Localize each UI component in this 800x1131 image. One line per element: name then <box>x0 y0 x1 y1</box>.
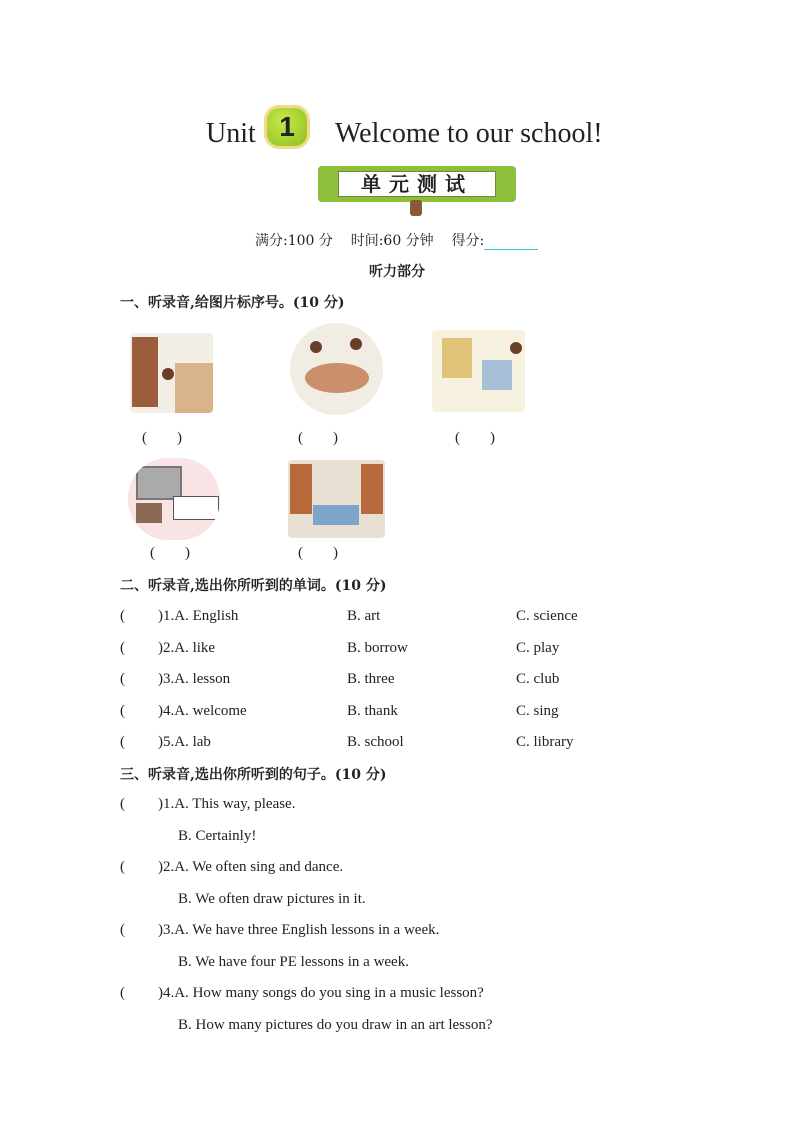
answer-blank[interactable]: ( <box>120 922 125 938</box>
score-field[interactable] <box>484 231 538 250</box>
option-b: B. thank <box>347 702 398 719</box>
full-score: 满分:100 分 <box>255 233 333 249</box>
part2-heading: 二、听录音,选出你所听到的单词。(10 分) <box>120 578 387 594</box>
answer-blank[interactable]: ( <box>120 734 125 750</box>
reading-room-picture <box>288 460 385 538</box>
unit-title: Welcome to our school! <box>335 118 603 149</box>
option-a: )4.A. welcome <box>158 702 247 719</box>
library-picture <box>130 333 213 413</box>
option-a: )4.A. How many songs do you sing in a music lesson? <box>158 985 484 1001</box>
picture3-answer[interactable]: ( ) <box>455 430 495 446</box>
unit-number-badge: 1 <box>267 108 307 146</box>
option-a: )1.A. This way, please. <box>158 796 296 812</box>
listening-section-title: 听力部分 <box>369 264 425 280</box>
option-b: B. borrow <box>347 639 408 656</box>
option-c: C. library <box>516 734 574 750</box>
painting-picture <box>432 330 525 412</box>
music-room-picture <box>128 458 220 540</box>
option-a: )2.A. like <box>158 639 216 656</box>
art-class-picture <box>290 323 383 415</box>
option-b: B. three <box>347 671 395 687</box>
answer-blank[interactable]: ( <box>120 671 125 687</box>
picture2-answer[interactable]: ( ) <box>298 430 338 446</box>
answer-blank[interactable]: ( <box>120 796 125 812</box>
picture1-answer[interactable]: ( ) <box>142 430 182 446</box>
option-c: C. play <box>516 639 560 656</box>
option-c: C. sing <box>516 702 559 719</box>
option-a: )3.A. We have three English lessons in a week. <box>158 922 440 938</box>
option-b: B. school <box>347 734 404 750</box>
answer-blank[interactable]: ( <box>120 859 125 875</box>
part1-heading: 一、听录音,给图片标序号。(10 分) <box>120 295 345 311</box>
option-c: C. science <box>516 608 578 624</box>
option-b: B. How many pictures do you draw in an art lesson? <box>178 1016 493 1033</box>
option-c: C. club <box>516 671 560 687</box>
option-a: )3.A. lesson <box>158 671 231 687</box>
banner-text: 单元测试 <box>338 171 496 197</box>
option-b: B. Certainly! <box>178 827 257 844</box>
unit-test-banner <box>318 166 516 202</box>
option-b: B. We have four PE lessons in a week. <box>178 953 409 970</box>
answer-blank[interactable]: ( <box>120 608 125 624</box>
answer-blank[interactable]: ( <box>120 639 125 656</box>
option-a: )2.A. We often sing and dance. <box>158 859 344 875</box>
option-b: B. art <box>347 608 381 624</box>
picture4-answer[interactable]: ( ) <box>150 545 190 561</box>
answer-blank[interactable]: ( <box>120 702 125 719</box>
option-b: B. We often draw pictures in it. <box>178 890 366 907</box>
unit-label: Unit <box>206 118 256 149</box>
score-info <box>255 231 538 250</box>
option-a: )1.A. English <box>158 608 239 624</box>
time-limit: 时间:60 分钟 <box>350 233 434 249</box>
hand-icon <box>410 200 422 216</box>
part3-heading: 三、听录音,选出你所听到的句子。(10 分) <box>120 767 387 783</box>
answer-blank[interactable]: ( <box>120 985 125 1001</box>
score-label: 得分: <box>451 233 485 249</box>
option-a: )5.A. lab <box>158 734 211 750</box>
picture5-answer[interactable]: ( ) <box>298 545 338 561</box>
